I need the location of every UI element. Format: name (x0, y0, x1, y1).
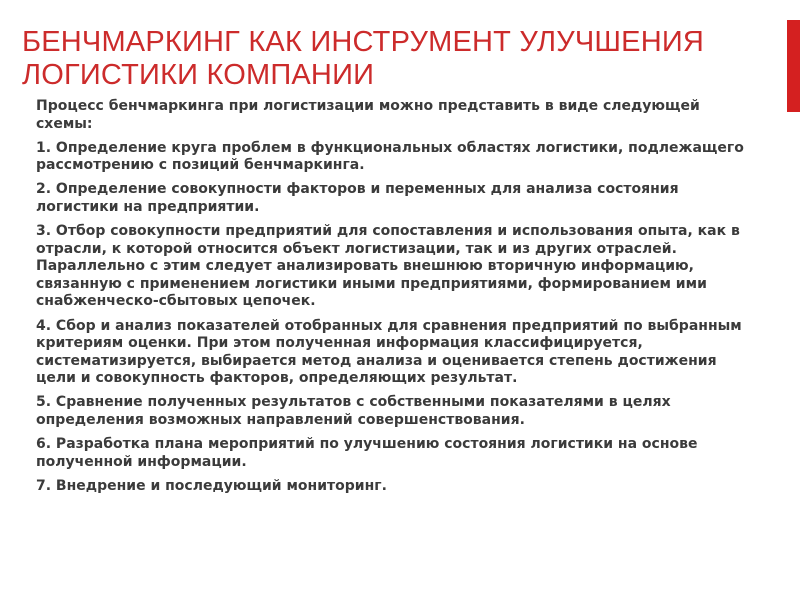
step-3-paragraph: 3. Отбор совокупности предприятий для сопоставления и использования опыта, как в отрасли, к которой относится объект логистизации, так и из других отраслей. Параллельно с этим следует анализировать внешнюю вторичную информацию, связанную с применением логистики иными предприятиями, формированием ими снабженческо-сбытовых цепочек. (36, 223, 740, 310)
step-7-paragraph: 7. Внедрение и последующий мониторинг. (36, 477, 387, 494)
slide-body (36, 98, 748, 502)
intro-paragraph: Процесс бенчмаркинга при логистизации можно представить в виде следующей схемы: (36, 98, 700, 132)
step-4-paragraph: 4. Сбор и анализ показателей отобранных для сравнения предприятий по выбранным критериям оценки. При этом полученная информация классифицируется, систематизируется, выбирается метод анализа и оценивается степень достижения цели и совокупность факторов, определяющих результат. (36, 317, 742, 387)
step-5-paragraph: 5. Сравнение полученных результатов с собственными показателями в целях определения возможных направлений совершенствования. (36, 394, 671, 428)
slide-title-line-1: БЕНЧМАРКИНГ КАК ИНСТРУМЕНТ УЛУЧШЕНИЯ (22, 26, 705, 58)
slide-title-line-2: ЛОГИСТИКИ КОМПАНИИ (22, 59, 375, 91)
slide-title (22, 26, 762, 92)
step-1-paragraph: 1. Определение круга проблем в функциональных областях логистики, подлежащего рассмотрению с позиций бенчмаркинга. (36, 139, 744, 174)
step-6-paragraph: 6. Разработка плана мероприятий по улучшению состояния логистики на основе полученной информации. (36, 436, 698, 470)
accent-bar (787, 20, 800, 112)
step-2-paragraph: 2. Определение совокупности факторов и переменных для анализа состояния логистики на предприятии. (36, 181, 679, 215)
